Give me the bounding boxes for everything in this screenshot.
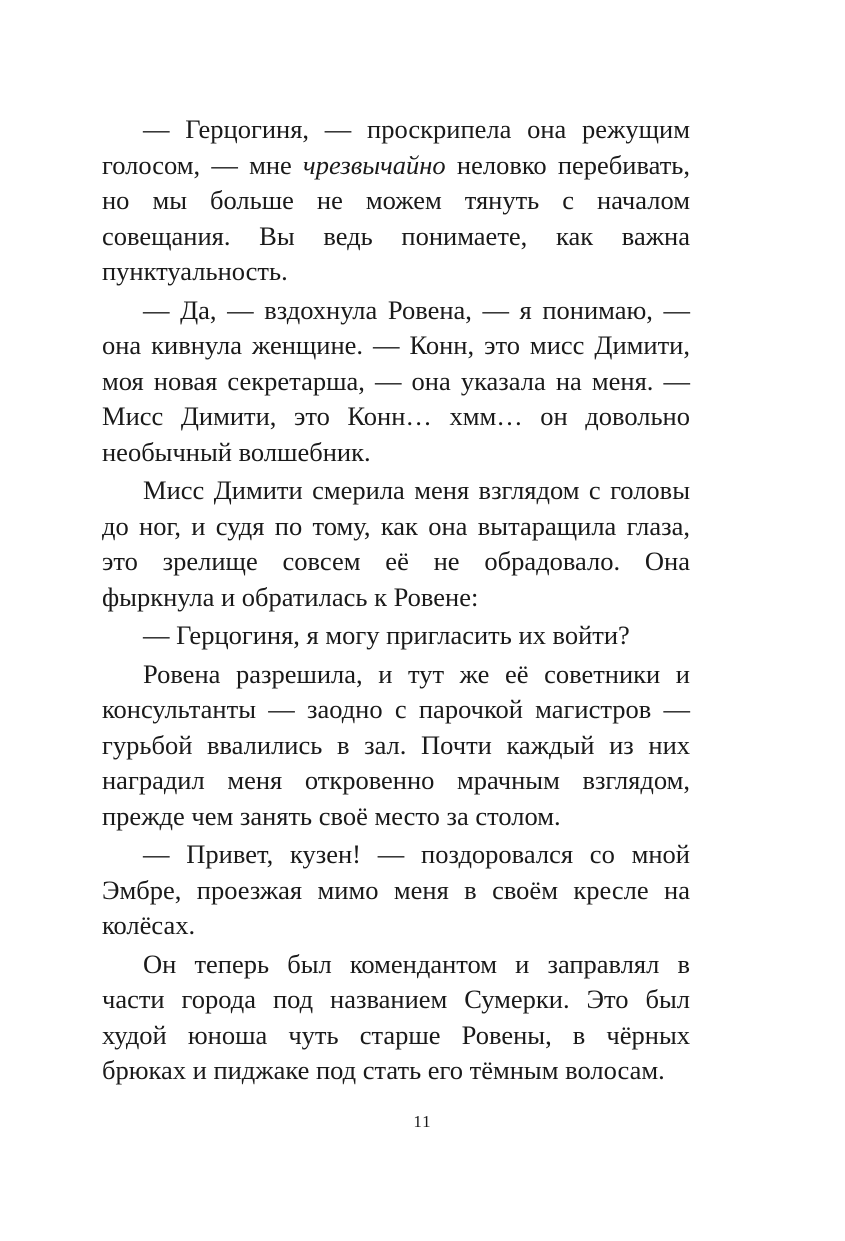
paragraph-1 bbox=[102, 112, 690, 290]
body-text bbox=[102, 112, 690, 1092]
paragraph-7: Он теперь был комендантом и заправлял в части города под названием Сумерки. Это был худой юноша чуть старше Ровены, в чёрных брюках и пиджаке под стать его тёмным волосам. bbox=[102, 948, 690, 1085]
paragraph-4: — Герцогиня, я могу пригласить их войти? bbox=[143, 620, 630, 650]
paragraph-2: — Да, — вздохнула Ровена, — я понимаю, — она кивнула женщине. — Конн, это мисс Димити, моя новая секретарша, — она указала на меня. — Мисс Димити, это Конн… хмм… он довольно необычный волшебник. bbox=[102, 294, 690, 467]
paragraph-5: Ровена разрешила, и тут же её советники и консультанты — заодно с парочкой магистров — гурьбой ввалились в зал. Почти каждый из них наградил меня откровенно мрачным взглядом, прежде чем занять своё место за столом. bbox=[102, 658, 690, 831]
paragraph-1-emphasis: чрезвычайно bbox=[303, 149, 446, 180]
paragraph-3: Мисс Димити смерила меня взглядом с головы до ног, и судя по тому, как она вытаращила глаза, это зрелище совсем её не обрадовало. Она фыркнула и обратилась к Ровене: bbox=[102, 475, 690, 612]
page-number: 11 bbox=[413, 1112, 432, 1131]
paragraph-1-end: неловко перебивать, но мы больше не можем тянуть с началом совещания. Вы ведь понимаете, как важна пунктуальность. bbox=[102, 149, 690, 286]
paragraph-6: — Привет, кузен! — поздоровался со мной Эмбре, проезжая мимо меня в своём кресле на колёсах. bbox=[102, 839, 690, 940]
paragraph-1-start: — Герцогиня, — проскрипела она режущим голосом, — мне bbox=[102, 114, 690, 180]
